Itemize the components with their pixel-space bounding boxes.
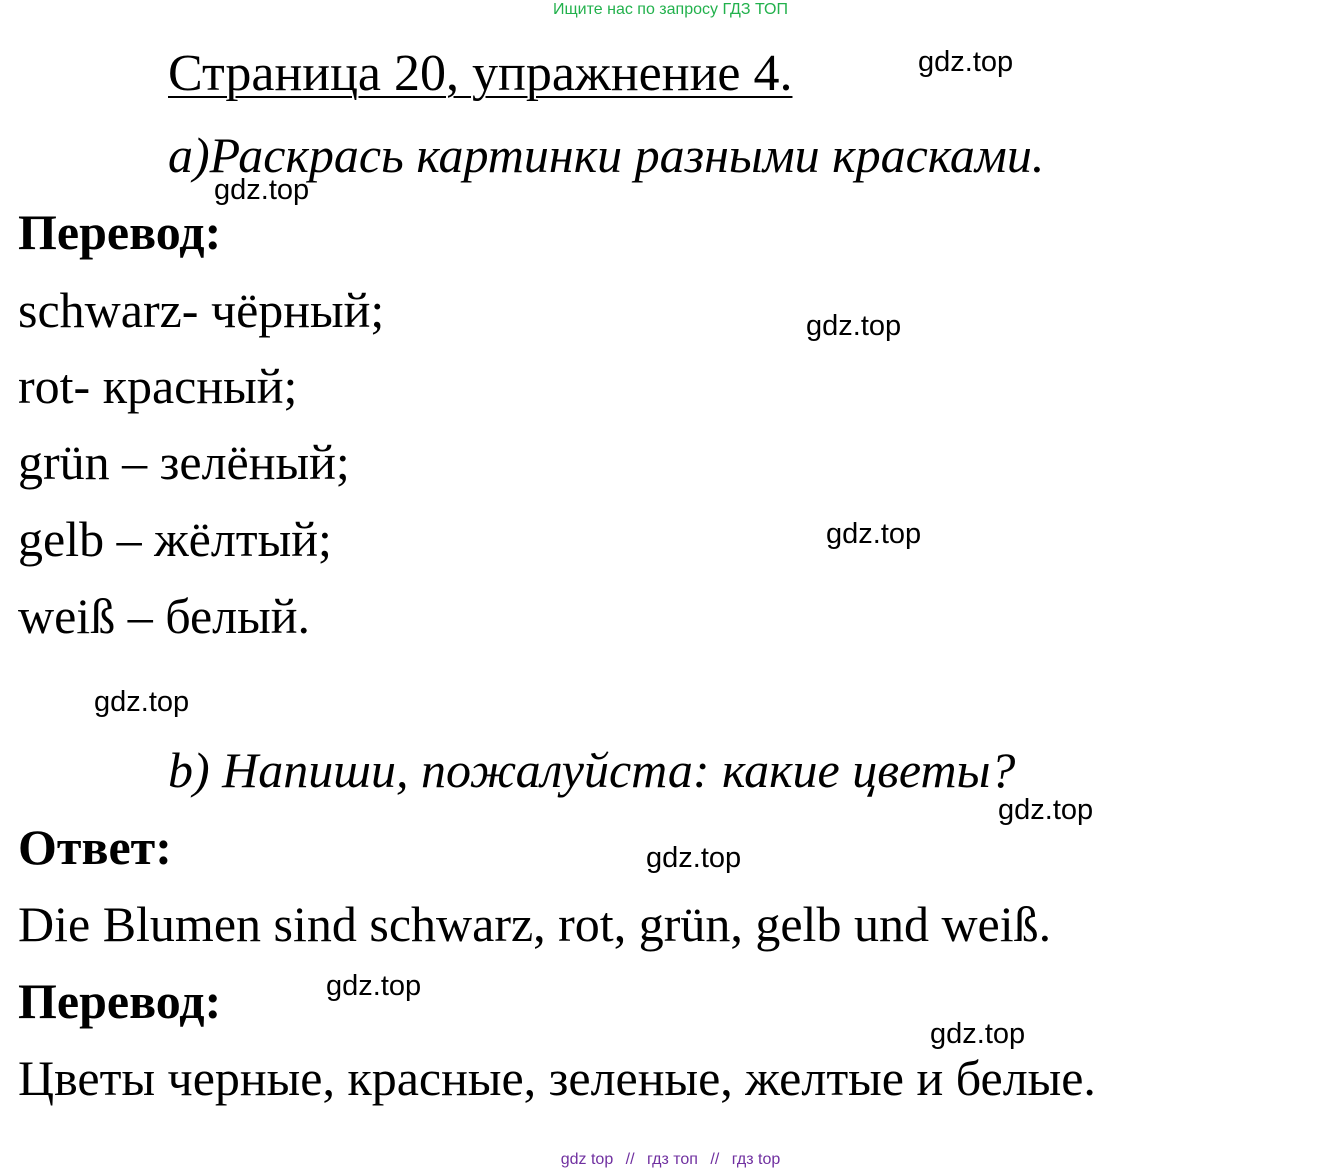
footer-separator: // xyxy=(625,1151,635,1168)
watermark: gdz.top xyxy=(930,1018,1026,1050)
answer-heading: Ответ: xyxy=(18,819,172,875)
watermark: gdz.top xyxy=(826,518,922,550)
vocab-line: grün – зелёный; xyxy=(18,434,350,490)
vocab-line: gelb – жёлтый; xyxy=(18,511,332,567)
translation-text: Цветы черные, красные, зеленые, желтые и белые. xyxy=(18,1050,1096,1106)
watermark: gdz.top xyxy=(326,970,422,1002)
watermark: gdz.top xyxy=(94,686,190,718)
vocab-line: schwarz- чёрный; xyxy=(18,282,385,338)
watermark: gdz.top xyxy=(214,174,310,206)
task-a: a)Раскрась картинки разными красками. xyxy=(168,127,1045,183)
watermark: gdz.top xyxy=(806,310,902,342)
watermark: gdz.top xyxy=(998,794,1094,826)
footer-link[interactable]: гдз top xyxy=(731,1151,781,1168)
vocab-line: rot- красный; xyxy=(18,358,298,414)
translation-heading: Перевод: xyxy=(18,973,222,1029)
translation-heading: Перевод: xyxy=(18,204,222,260)
footer-separator: // xyxy=(710,1151,720,1168)
page-title: Страница 20, упражнение 4. xyxy=(168,45,793,102)
footer xyxy=(0,1151,1341,1169)
answer-text: Die Blumen sind schwarz, rot, grün, gelb und weiß. xyxy=(18,896,1052,952)
vocab-line: weiß – белый. xyxy=(18,588,310,644)
top-banner: Ищите нас по запросу ГДЗ ТОП xyxy=(553,1,788,18)
watermark: gdz.top xyxy=(918,46,1014,78)
task-b: b) Напиши, пожалуйста: какие цветы? xyxy=(168,742,1016,798)
footer-link[interactable]: гдз топ xyxy=(647,1151,698,1168)
footer-link[interactable]: gdz top xyxy=(560,1151,614,1168)
watermark: gdz.top xyxy=(646,842,742,874)
